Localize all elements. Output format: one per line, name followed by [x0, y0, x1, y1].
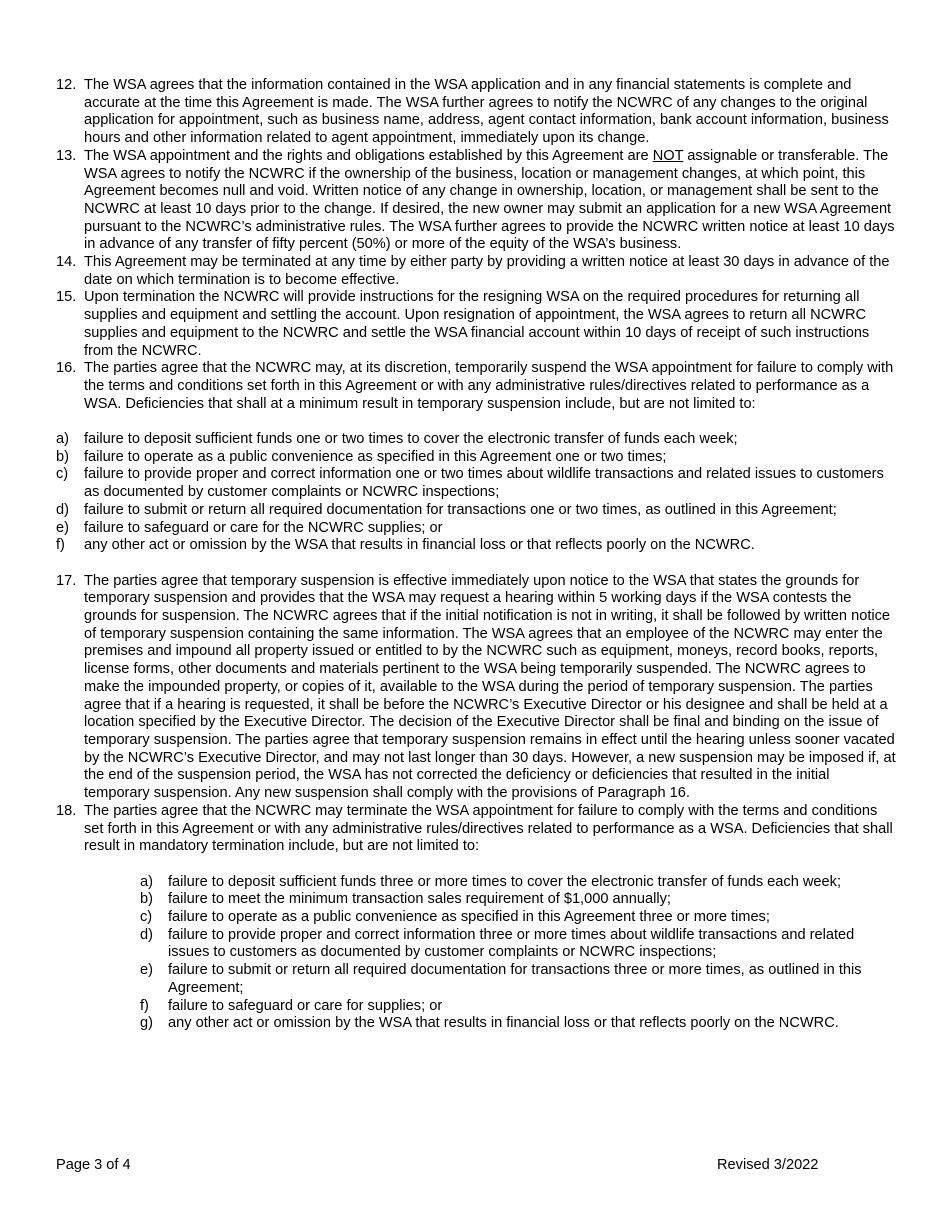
list-letter: b): [140, 891, 153, 908]
spacer: [56, 555, 896, 573]
list-item: [140, 874, 896, 892]
list-letter: e): [140, 962, 153, 979]
list-text: failure to operate as a public convenience as specified in this Agreement one or two times;: [84, 448, 667, 465]
list-text: failure to deposit sufficient funds three or more times to cover the electronic transfer of funds each week;: [168, 873, 842, 890]
list-item: [56, 466, 896, 501]
page-number: Page 3 of 4: [56, 1157, 131, 1173]
list-item: [56, 537, 896, 555]
paragraph-text: This Agreement may be terminated at any time by either party by providing a written notice at least 30 days in advance of the date on which termination is to become effective.: [84, 254, 890, 288]
paragraph-number: 17.: [56, 572, 77, 589]
spacer: [56, 413, 896, 431]
paragraph-number: 18.: [56, 802, 77, 819]
paragraph-13: [56, 148, 896, 254]
list-item: [140, 927, 896, 962]
paragraph-15: [56, 289, 896, 360]
paragraph-number: 12.: [56, 77, 77, 93]
paragraph-text-part: The WSA appointment and the rights and obligations established by this Agreement are: [84, 147, 653, 164]
list-letter: a): [56, 431, 69, 448]
list-item: [56, 520, 896, 538]
list-item: [140, 909, 896, 927]
paragraph-text: The WSA agrees that the information contained in the WSA application and in any financial statements is complete and accurate at the time this Agreement is made. The WSA further agrees to notify the NCWRC of any changes to the original application for appointment, such as business name, address, agent contact information, bank account information, business hours and other information related to agent appointment, immediately upon its change.: [84, 77, 889, 147]
list-letter: c): [56, 466, 69, 483]
document-body: [56, 77, 896, 1033]
paragraph-16: [56, 360, 896, 413]
list-letter: g): [140, 1015, 153, 1032]
list-text: failure to operate as a public convenience as specified in this Agreement three or more times;: [168, 909, 770, 925]
paragraph-text-part: assignable or transferable. The WSA agrees to notify the NCWRC if the ownership of the business, location or management changes, at which point, this Agreement becomes null and void. Written notice of any change in ownership, location, or management shall be sent to the NCWRC at least 10 days prior to the change. If desired, the new owner may submit an application for a new WSA Agreement pursuant to the NCWRC’s administrative rules. The WSA further agrees to provide the NCWRC written notice at least 10 days in advance of any transfer of fifty percent (50%) or more of the equity of the WSA’s business.: [84, 147, 895, 253]
list-item: [140, 1015, 896, 1033]
list-letter: f): [140, 997, 149, 1014]
list-text: failure to provide proper and correct information three or more times about wildlife transactions and related issues to customers as documented by customer complaints or NCWRC inspections;: [168, 926, 855, 961]
paragraph-text: Upon termination the NCWRC will provide instructions for the resigning WSA on the required procedures for returning all supplies and equipment and settling the account. Upon resignation of appointment, the WSA agrees to return all NCWRC supplies and equipment to the NCWRC and settle the WSA financial account within 10 days of receipt of such instructions from the NCWRC.: [84, 289, 870, 359]
termination-list: [140, 874, 896, 1033]
list-text: failure to submit or return all required documentation for transactions three or more times, as outlined in this Agreement;: [168, 962, 862, 996]
list-text: any other act or omission by the WSA that results in financial loss or that reflects poorly on the NCWRC.: [84, 537, 755, 554]
list-text: failure to deposit sufficient funds one or two times to cover the electronic transfer of funds each week;: [84, 431, 738, 448]
list-item: [140, 891, 896, 909]
paragraph-text: [84, 148, 896, 254]
list-letter: f): [56, 537, 65, 554]
list-item: [140, 998, 896, 1016]
list-letter: c): [140, 909, 153, 925]
paragraph-18: [56, 803, 896, 856]
list-text: failure to safeguard or care for the NCWRC supplies; or: [84, 519, 443, 536]
paragraph-14: [56, 254, 896, 289]
paragraph-number: 14.: [56, 254, 77, 271]
underlined-not: NOT: [652, 147, 684, 164]
revision-date: Revised 3/2022: [717, 1157, 819, 1173]
list-text: failure to provide proper and correct information one or two times about wildlife transactions and related issues to customers as documented by customer complaints or NCWRC inspections;: [84, 466, 884, 501]
paragraph-number: 15.: [56, 289, 77, 306]
paragraph-17: [56, 573, 896, 803]
list-item: [56, 449, 896, 467]
paragraph-text: The parties agree that the NCWRC may terminate the WSA appointment for failure to comply with the terms and conditions set forth in this Agreement or with any administrative rules/directives related to performance as a WSA. Deficiencies that shall result in mandatory termination include, but are not limited to:: [84, 802, 893, 855]
paragraph-text: The parties agree that the NCWRC may, at its discretion, temporarily suspend the WSA appointment for failure to comply with the terms and conditions set forth in this Agreement or with any administrative rules/directives related to performance as a WSA. Deficiencies that shall at a minimum result in temporary suspension include, but are not limited to:: [84, 360, 894, 412]
list-item: [56, 431, 896, 449]
list-letter: e): [56, 519, 69, 536]
list-text: failure to submit or return all required documentation for transactions one or two times, as outlined in this Agreement;: [84, 501, 837, 518]
list-text: failure to safeguard or care for supplies; or: [168, 997, 443, 1014]
paragraph-12: [56, 77, 896, 148]
paragraph-number: 16.: [56, 360, 77, 377]
spacer: [56, 856, 896, 874]
list-letter: d): [140, 926, 153, 943]
list-item: [140, 962, 896, 997]
paragraph-number: 13.: [56, 147, 77, 164]
suspension-list: [56, 431, 896, 555]
list-item: [56, 502, 896, 520]
list-text: failure to meet the minimum transaction sales requirement of $1,000 annually;: [168, 891, 671, 908]
list-letter: b): [56, 448, 69, 465]
list-text: any other act or omission by the WSA that results in financial loss or that reflects poorly on the NCWRC.: [168, 1015, 839, 1032]
paragraph-text: The parties agree that temporary suspension is effective immediately upon notice to the WSA that states the grounds for temporary suspension and provides that the WSA may request a hearing within 5 working days if the WSA contests the grounds for suspension. The NCWRC agrees that if the initial notification is not in writing, it shall be followed by written notice of temporary suspension containing the same information. The WSA agrees that an employee of the NCWRC may enter the premises and impound all property issued or entitled to by the NCWRC such as equipment, moneys, record books, reports, license forms, other documents and materials pertinent to the WSA being temporarily suspended. The NCWRC agrees to make the impounded property, or copies of it, available to the WSA during the period of temporary suspension. The parties agree that if a hearing is requested, it shall be before the NCWRC’s Executive Director or his designee and shall be held at a location specified by the Executive Director. The decision of the Executive Director shall be final and binding on the issue of temporary suspension. The parties agree that temporary suspension remains in effect until the hearing unless sooner vacated by the NCWRC’s Executive Director, and may not last longer than 30 days. However, a new suspension may be imposed if, at the end of the suspension period, the WSA has not corrected the deficiency or deficiencies that resulted in the initial temporary suspension. Any new suspension shall comply with the provisions of Paragraph 16.: [84, 572, 896, 802]
list-letter: a): [140, 873, 153, 890]
list-letter: d): [56, 501, 69, 518]
